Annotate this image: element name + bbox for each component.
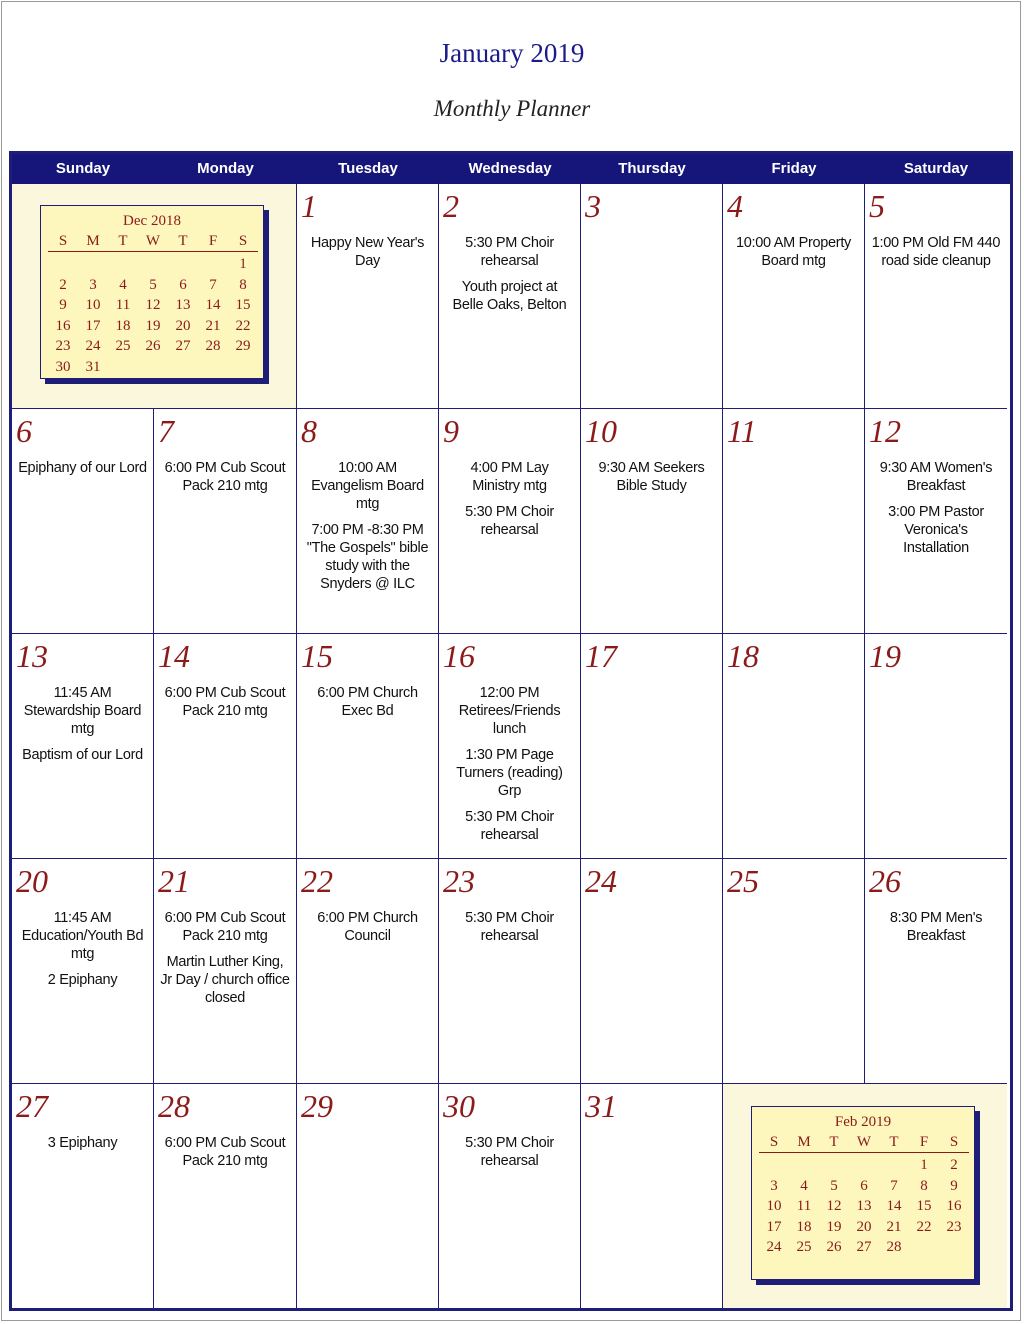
event-entry[interactable]: 10:00 AM Property Board mtg [736,235,851,269]
day-number: 16 [443,638,475,674]
day-events [871,234,1001,278]
day-events [445,459,574,547]
day-number: 4 [727,188,743,224]
mini-date[interactable]: 23 [946,1218,962,1235]
mini-date[interactable]: 15 [235,297,251,314]
mini-date[interactable]: 9 [950,1177,958,1194]
mini-date[interactable]: 24 [766,1239,782,1256]
mini-date[interactable]: 14 [886,1198,902,1215]
mini-date[interactable]: 15 [916,1198,932,1215]
mini-date[interactable]: 4 [119,276,127,293]
day-number: 25 [727,863,759,899]
day-number: 11 [727,413,757,449]
mini-date [48,254,78,275]
mini-date[interactable]: 19 [826,1218,842,1235]
mini-weekday-label: T [178,233,188,249]
day-number: 24 [585,863,617,899]
mini-calendar-week [48,316,258,337]
mini-date[interactable]: 25 [796,1239,812,1256]
mini-date[interactable]: 7 [890,1177,898,1194]
day-cell-15[interactable] [297,634,439,859]
mini-date[interactable]: 24 [85,338,101,355]
mini-date[interactable]: 30 [55,358,71,375]
day-events [445,234,574,322]
mini-calendar-week [48,254,258,275]
day-number: 19 [869,638,901,674]
mini-calendar-week [759,1237,969,1258]
day-cell-7[interactable] [154,409,297,634]
weekday-header-tuesday: Tuesday [338,160,398,177]
event-entry[interactable]: 9:30 AM Seekers Bible Study [598,460,705,494]
day-cell-24[interactable] [581,859,723,1084]
mini-date[interactable]: 20 [175,317,191,334]
day-events [160,684,290,728]
day-number: 9 [443,413,459,449]
mini-date [78,254,108,275]
mini-date[interactable]: 16 [55,317,71,334]
mini-date [789,1155,819,1176]
mini-weekday-label: T [889,1134,899,1150]
day-cell-2[interactable] [439,184,581,409]
mini-date [108,357,138,378]
mini-date[interactable]: 8 [239,276,247,293]
event-entry[interactable]: Youth project at Belle Oaks, Belton [452,279,567,313]
day-cell-1[interactable] [297,184,439,409]
event-entry[interactable]: 6:00 PM Cub Scout Pack 210 mtg [164,460,286,494]
mini-date[interactable]: 11 [796,1198,812,1215]
leading-filler-cell [12,184,297,409]
mini-date[interactable]: 10 [766,1198,782,1215]
mini-weekday-label: S [769,1134,779,1150]
mini-calendar-week [48,275,258,296]
event-entry[interactable]: 11:45 AM Stewardship Board mtg [23,685,142,737]
mini-date[interactable]: 19 [145,317,161,334]
mini-date[interactable]: 26 [145,338,161,355]
mini-date[interactable]: 22 [916,1218,932,1235]
day-number: 13 [16,638,48,674]
day-events [871,459,1001,565]
mini-date [198,357,228,378]
day-number: 12 [869,413,901,449]
day-cell-12[interactable] [865,409,1007,634]
mini-weekday-label: W [145,233,161,249]
event-entry[interactable]: 6:00 PM Cub Scout Pack 210 mtg [164,1135,286,1169]
day-cell-31[interactable] [581,1084,723,1308]
day-cell-16[interactable] [439,634,581,859]
mini-date[interactable]: 18 [115,317,131,334]
mini-weekday-label: S [58,233,68,249]
mini-weekday-label: F [208,233,218,249]
event-entry[interactable]: 1:00 PM Old FM 440 road side cleanup [871,235,1001,269]
mini-date [759,1155,789,1176]
day-number: 3 [585,188,601,224]
mini-date[interactable]: 21 [205,317,221,334]
mini-calendar-week [759,1176,969,1197]
day-cell-21[interactable] [154,859,297,1084]
day-cell-19[interactable] [865,634,1007,859]
day-cell-29[interactable] [297,1084,439,1308]
event-entry[interactable]: 11:45 AM Education/Youth Bd mtg [21,910,144,962]
day-number: 28 [158,1088,190,1124]
day-events [18,909,147,997]
page-subtitle: Monthly Planner [433,96,591,121]
event-entry[interactable]: 12:00 PM Retirees/Friends lunch [458,685,561,737]
mini-date[interactable]: 3 [89,276,97,293]
mini-date[interactable]: 20 [856,1218,872,1235]
mini-date[interactable]: 2 [59,276,67,293]
day-number: 5 [869,188,885,224]
mini-date [108,254,138,275]
event-entry[interactable]: 6:00 PM Church Exec Bd [317,685,418,719]
event-entry[interactable]: 4:00 PM Lay Ministry mtg [470,460,549,494]
day-events [303,234,432,278]
event-entry[interactable]: Happy New Year's Day [310,235,425,269]
mini-date[interactable]: 7 [209,276,217,293]
mini-date[interactable]: 29 [235,338,251,355]
mini-date[interactable]: 16 [946,1198,962,1215]
day-cell-9[interactable] [439,409,581,634]
event-entry[interactable]: 5:30 PM Choir rehearsal [465,1135,554,1169]
mini-weekday-label: M [86,233,100,249]
day-cell-26[interactable] [865,859,1007,1084]
day-number: 31 [585,1088,617,1124]
page-title: January 2019 [439,38,585,68]
day-number: 17 [585,638,617,674]
event-entry[interactable]: 1:30 PM Page Turners (reading) Grp [456,747,563,799]
event-entry[interactable]: 5:30 PM Choir rehearsal [465,235,554,269]
event-entry[interactable]: 10:00 AM Evangelism Board mtg [311,460,424,512]
mini-date[interactable]: 11 [115,297,131,314]
mini-calendar-week [759,1196,969,1217]
mini-date [228,357,258,378]
day-events [303,459,432,601]
weekday-header-row [12,154,1010,184]
weekday-header-thursday: Thursday [618,160,686,177]
event-entry[interactable]: Martin Luther King, Jr Day / church office closed [160,954,290,1006]
mini-weekday-label: T [118,233,128,249]
day-events [871,909,1001,953]
mini-date[interactable]: 18 [796,1218,812,1235]
mini-date[interactable]: 12 [145,297,161,314]
day-number: 15 [301,638,333,674]
mini-date [198,254,228,275]
mini-calendar-week [48,336,258,357]
mini-date[interactable]: 12 [826,1198,842,1215]
event-entry[interactable]: 3:00 PM Pastor Veronica's Installation [888,504,984,556]
mini-weekday-label: S [949,1134,959,1150]
mini-date[interactable]: 1 [239,256,247,272]
day-events [18,459,147,485]
day-number: 20 [16,863,48,899]
day-cell-27[interactable] [12,1084,154,1308]
day-number: 7 [158,413,174,449]
day-events [18,1134,147,1160]
mini-date[interactable]: 25 [115,338,131,355]
day-number: 18 [727,638,759,674]
day-events [587,459,716,503]
mini-weekday-label: F [919,1134,929,1150]
mini-date[interactable]: 9 [59,297,67,314]
day-events [18,684,147,772]
day-number: 6 [16,413,32,449]
event-entry[interactable]: 6:00 PM Cub Scout Pack 210 mtg [164,685,286,719]
event-entry[interactable]: Epiphany of our Lord [18,460,147,476]
mini-date[interactable]: 5 [149,276,157,293]
day-cell-25[interactable] [723,859,865,1084]
mini-date[interactable]: 28 [205,338,221,355]
mini-calendar-prev [40,205,264,379]
mini-date [939,1237,969,1258]
event-entry[interactable]: 7:00 PM -8:30 PM "The Gospels" bible study with the Snyders @ ILC [306,522,429,592]
day-events [303,909,432,953]
day-cell-10[interactable] [581,409,723,634]
day-cell-8[interactable] [297,409,439,634]
mini-date [819,1155,849,1176]
mini-date[interactable]: 6 [860,1177,868,1194]
day-number: 22 [301,863,333,899]
day-number: 1 [301,188,317,224]
mini-date[interactable]: 2 [950,1157,958,1173]
mini-date [849,1155,879,1176]
mini-date [168,254,198,275]
day-cell-22[interactable] [297,859,439,1084]
day-number: 26 [869,863,901,899]
day-cell-17[interactable] [581,634,723,859]
day-cell-20[interactable] [12,859,154,1084]
mini-date[interactable]: 17 [766,1218,782,1235]
day-number: 30 [443,1088,475,1124]
day-cell-13[interactable] [12,634,154,859]
mini-date[interactable]: 21 [886,1218,902,1235]
weekday-header-sunday: Sunday [55,160,111,177]
trailing-filler-cell [723,1084,1007,1308]
event-entry[interactable]: Baptism of our Lord [22,747,143,763]
weekday-header-wednesday: Wednesday [468,160,552,177]
mini-weekday-label: M [797,1134,811,1150]
day-events [445,684,574,852]
mini-date[interactable]: 13 [175,297,191,314]
mini-date[interactable]: 8 [920,1177,928,1194]
day-events [160,1134,290,1178]
event-entry[interactable]: 8:30 PM Men's Breakfast [889,910,983,944]
mini-date[interactable]: 23 [55,338,71,355]
mini-date[interactable]: 14 [205,297,221,314]
day-number: 29 [301,1088,333,1124]
weekday-header-friday: Friday [771,160,817,177]
mini-weekday-label: S [238,233,248,249]
event-entry[interactable]: 9:30 AM Women's Breakfast [879,460,993,494]
day-cell-11[interactable] [723,409,865,634]
day-number: 27 [16,1088,48,1124]
day-events [445,909,574,953]
day-cell-23[interactable] [439,859,581,1084]
day-cell-3[interactable] [581,184,723,409]
day-events [160,909,290,1015]
mini-date [909,1237,939,1258]
mini-calendar-title: Feb 2019 [834,1114,892,1130]
mini-date[interactable]: 31 [85,358,101,375]
mini-date[interactable]: 22 [235,317,251,334]
mini-calendar-weekday-row [48,230,258,252]
mini-calendar-week [759,1217,969,1238]
day-events [445,1134,574,1178]
day-cell-14[interactable] [154,634,297,859]
day-cell-5[interactable] [865,184,1007,409]
mini-date[interactable]: 6 [179,276,187,293]
mini-calendar-week [48,295,258,316]
mini-date[interactable]: 27 [175,338,191,355]
mini-calendar-week [759,1155,969,1176]
event-entry[interactable]: 5:30 PM Choir rehearsal [465,809,554,843]
day-cell-30[interactable] [439,1084,581,1308]
mini-date[interactable]: 10 [85,297,101,314]
mini-calendar-week [48,357,258,378]
day-cell-6[interactable] [12,409,154,634]
mini-calendar-weekday-row [759,1131,969,1153]
month-calendar [9,151,1013,1311]
mini-calendar-next [751,1106,975,1280]
mini-date[interactable]: 13 [856,1198,872,1215]
day-events [160,459,290,503]
day-events [303,684,432,728]
mini-date[interactable]: 27 [856,1239,872,1256]
event-entry[interactable]: 3 Epiphany [47,1135,118,1151]
day-cell-28[interactable] [154,1084,297,1308]
weekday-header-saturday: Saturday [903,160,969,177]
day-number: 21 [158,863,190,899]
mini-date[interactable]: 3 [770,1177,778,1194]
mini-date[interactable]: 17 [85,317,101,334]
mini-date [168,357,198,378]
mini-weekday-label: W [856,1134,872,1150]
day-cell-18[interactable] [723,634,865,859]
weekday-header-monday: Monday [197,160,254,177]
mini-calendar-title: Dec 2018 [123,213,181,229]
day-number: 8 [301,413,317,449]
day-number: 14 [158,638,190,674]
mini-date [138,254,168,275]
day-number: 2 [443,188,459,224]
mini-date [879,1155,909,1176]
event-entry[interactable]: 6:00 PM Church Council [317,910,418,944]
day-number: 23 [443,863,475,899]
mini-date[interactable]: 4 [800,1177,808,1194]
event-entry[interactable]: 2 Epiphany [47,972,118,988]
mini-date[interactable]: 26 [826,1239,842,1256]
mini-date[interactable]: 28 [886,1239,902,1256]
mini-date [138,357,168,378]
day-cell-4[interactable] [723,184,865,409]
day-number: 10 [585,413,617,449]
mini-date[interactable]: 1 [920,1157,928,1173]
event-entry[interactable]: 5:30 PM Choir rehearsal [465,910,554,944]
event-entry[interactable]: 6:00 PM Cub Scout Pack 210 mtg [164,910,286,944]
mini-weekday-label: T [829,1134,839,1150]
event-entry[interactable]: 5:30 PM Choir rehearsal [465,504,554,538]
mini-date[interactable]: 5 [830,1177,838,1194]
day-events [729,234,858,278]
